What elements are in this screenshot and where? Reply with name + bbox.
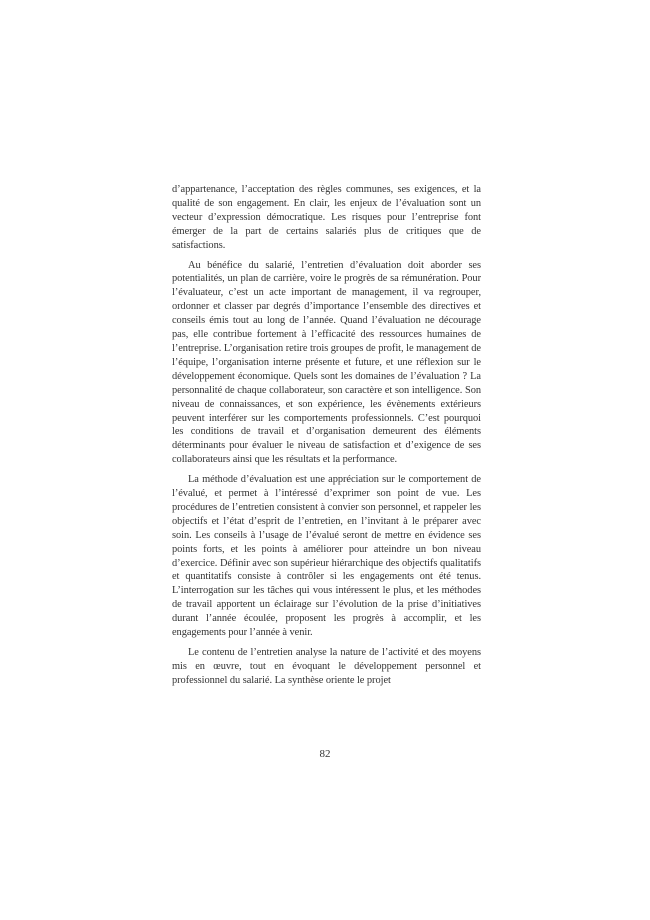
paragraph-2: Au bénéfice du salarié, l’entretien d’évaluation doit aborder ses potentialités, un plan de carrière, voire le progrès de sa rémunération. Pour l’évaluateur, c’est un acte important de management, il va regrouper, ordonner et classer par degrés d’importance l’ensemble des directives et conseils émis tout au long de l’année. Quand l’évaluation ne décourage pas, elle contribue fortement à l’efficacité des ressources humaines de l’entreprise. L’organisation retire trois groupes de profit, le management de l’équipe, l’organisation interne présente et future, et une réflexion sur le développement économique. Quels sont les domaines de l’évaluation ? La personnalité de chaque collaborateur, son caractère et son intelligence. Son niveau de connaissances, et son expérience, les évènements extérieurs peuvent interférer sur les comportements professionnels. C’est pourquoi les conditions de travail et d’organisation demeurent des éléments déterminants pour évaluer le niveau de satisfaction et d’exigence de ses collaborateurs ainsi que les résultats et la performance. <box>172 259 481 466</box>
body-text <box>172 183 481 694</box>
paragraph-3: La méthode d’évaluation est une appréciation sur le comportement de l’évalué, et permet à l’intéressé d’exprimer son point de vue. Les procédures de l’entretien consistent à convier son personnel, et rappeler les objectifs et l’état d’esprit de l’entretien, en l’invitant à le préparer avec soin. Les conseils à l’usage de l’évalué seront de mettre en évidence ses points forts, et les points à améliorer pour atteindre un bon niveau d’exercice. Définir avec son supérieur hiérarchique des objectifs qualitatifs et quantitatifs consiste à contrôler si les engagements ont été tenus. L’interrogation sur les tâches qui vous intéressent le plus, et les méthodes de travail apportent un éclairage sur l’évolution de la prise d’initiatives durant l’année écoulée, proposent les progrès à accomplir, et les engagements pour l’année à venir. <box>172 474 481 639</box>
page-number: 82 <box>319 748 331 760</box>
paragraph-1: d’appartenance, l’acceptation des règles communes, ses exigences, et la qualité de son engagement. En clair, les enjeux de l’évaluation sont un vecteur d’expression démocratique. Les risques pour l’entreprise font émerger de la part de certains salariés plus de critiques que de satisfactions. <box>172 184 481 251</box>
paragraph-4: Le contenu de l’entretien analyse la nature de l’activité et des moyens mis en œuvre, tout en évoquant le développement personnel et professionnel du salarié. La synthèse oriente le projet <box>172 647 481 686</box>
